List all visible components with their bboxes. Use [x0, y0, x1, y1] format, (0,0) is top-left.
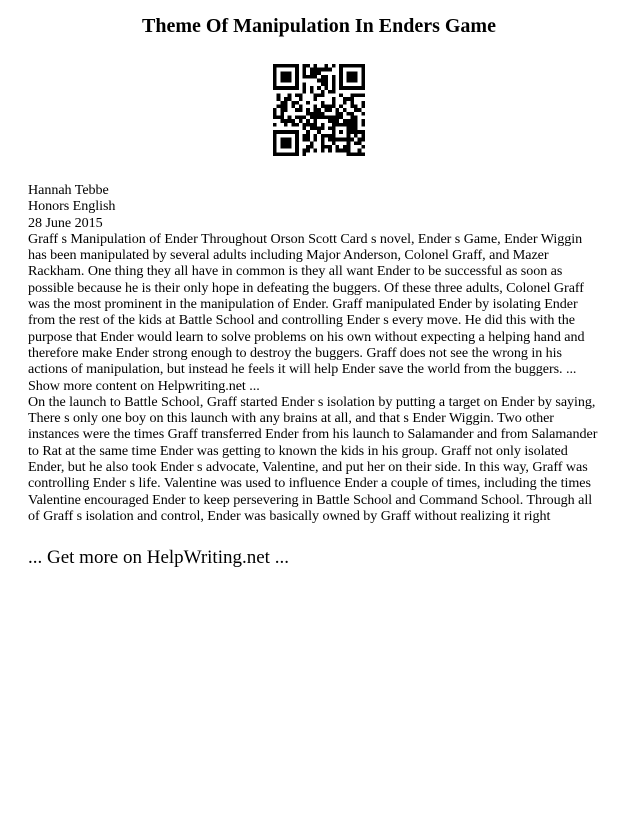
show-more-link[interactable]: Show more content on Helpwriting.net ... — [28, 377, 260, 394]
qr-code-icon — [273, 64, 365, 156]
paragraph-1-line: was the most prominent in the manipulation of Ender. Graff manipulated Ender by isolating Ender — [28, 296, 578, 313]
course-name: Honors English — [28, 198, 116, 215]
paragraph-2-line: instances were the times Graff transferred Ender from his launch to Salamander and from Salamander — [28, 426, 598, 443]
paragraph-2-line: controlling Ender s life. Valentine was used to influence Ender a couple of times, including the times — [28, 475, 591, 492]
paragraph-1-line: possible because he is their only hope in defeating the buggers. Of these three adults, Colonel Graff — [28, 279, 584, 296]
paragraph-2 — [28, 394, 613, 524]
document-title: Theme Of Manipulation In Enders Game — [142, 15, 496, 37]
paragraph-1-line: has been manipulated by several adults including Major Anderson, Colonel Graff, and Mazer — [28, 247, 549, 264]
paragraph-1-line: therefore make Ender strong enough to destroy the buggers. Graff does not see the wrong in his — [28, 344, 562, 361]
paragraph-2-line: Ender, but he also took Ender s advocate, Valentine, and put her on their side. In this way, Graff was — [28, 459, 588, 476]
document-date: 28 June 2015 — [28, 214, 103, 231]
paragraph-1-line: purpose that Ender would learn to solve problems on his own without expecting a helping hand and — [28, 328, 585, 345]
paragraph-1-line: actions of manipulation, but instead he feels it will help Ender save the world from the buggers. ... — [28, 361, 577, 378]
paragraph-1 — [28, 231, 613, 394]
document-body — [28, 182, 613, 524]
paragraph-2-line: On the launch to Battle School, Graff started Ender s isolation by putting a target on Ender by saying, — [28, 393, 596, 410]
paragraph-2-line: There s only one boy on this launch with any brains at all, and that s Ender Wiggin. Two other — [28, 410, 554, 427]
get-more-link[interactable]: ... Get more on HelpWriting.net ... — [28, 547, 289, 568]
header-block — [28, 182, 613, 231]
author-name: Hannah Tebbe — [28, 182, 109, 198]
paragraph-1-line: from the rest of the kids at Battle School and controlling Ender s every move. He did this with the — [28, 312, 575, 329]
paragraph-2-line: to Rat at the same time Ender was getting to known the kids in his group. Graff not only isolated — [28, 442, 568, 459]
paragraph-2-line: of Graff s isolation and control, Ender was basically owned by Graff without realizing it right — [28, 507, 551, 524]
paragraph-1-line: Rackham. One thing they all have in common is they all want Ender to be successful as soon as — [28, 263, 563, 280]
paragraph-1-line: Graff s Manipulation of Ender Throughout Orson Scott Card s novel, Ender s Game, Ender Wiggin — [28, 230, 583, 247]
paragraph-2-line: Valentine encouraged Ender to keep persevering in Battle School and Command School. Through all — [28, 491, 593, 508]
